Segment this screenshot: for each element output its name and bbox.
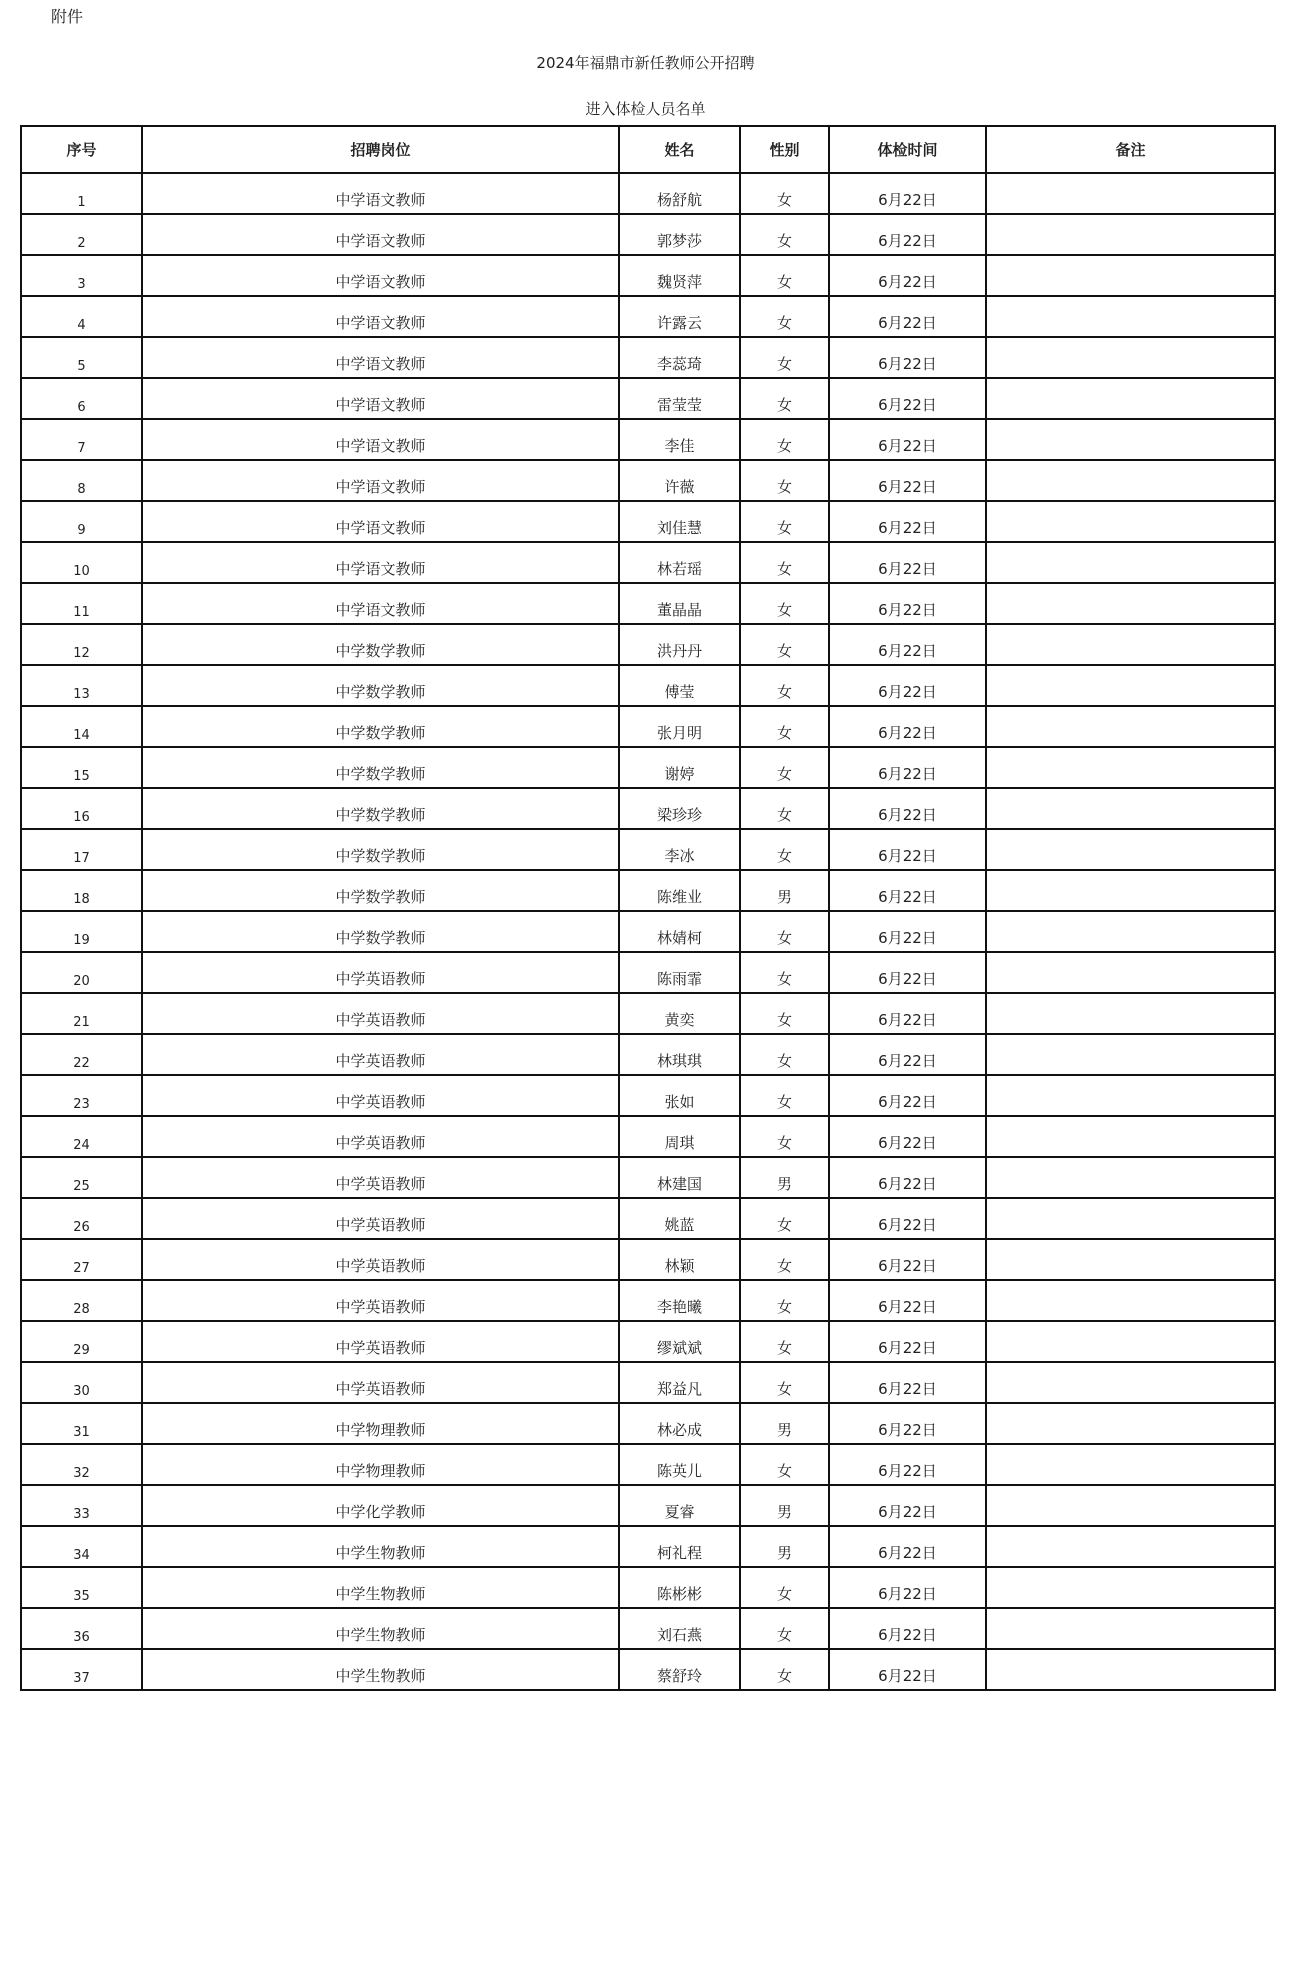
cell-exam-time: 6月22日: [829, 255, 986, 296]
header-remarks: 备注: [986, 126, 1275, 173]
cell-name: 周琪: [619, 1116, 740, 1157]
cell-position: 中学语文教师: [142, 214, 619, 255]
cell-remarks: [986, 501, 1275, 542]
cell-position: 中学数学教师: [142, 665, 619, 706]
table-row: [21, 993, 1275, 1034]
cell-position: 中学英语教师: [142, 952, 619, 993]
cell-position: 中学生物教师: [142, 1608, 619, 1649]
table-row: [21, 1403, 1275, 1444]
header-name: 姓名: [619, 126, 740, 173]
cell-remarks: [986, 1608, 1275, 1649]
cell-seq: 36: [21, 1608, 142, 1649]
cell-position: 中学化学教师: [142, 1485, 619, 1526]
cell-name: 李艳曦: [619, 1280, 740, 1321]
cell-position: 中学语文教师: [142, 583, 619, 624]
cell-gender: 女: [740, 583, 829, 624]
cell-gender: 女: [740, 1608, 829, 1649]
document-subtitle: 进入体检人员名单: [585, 100, 706, 118]
header-seq: 序号: [21, 126, 142, 173]
cell-gender: 女: [740, 255, 829, 296]
cell-remarks: [986, 419, 1275, 460]
cell-gender: 女: [740, 173, 829, 214]
cell-gender: 男: [740, 1157, 829, 1198]
cell-position: 中学语文教师: [142, 501, 619, 542]
table-row: [21, 911, 1275, 952]
cell-gender: 女: [740, 419, 829, 460]
cell-gender: 女: [740, 747, 829, 788]
attachment-label: 附件: [51, 7, 84, 26]
cell-exam-time: 6月22日: [829, 747, 986, 788]
cell-name: 郭梦莎: [619, 214, 740, 255]
table-row: [21, 378, 1275, 419]
cell-gender: 女: [740, 501, 829, 542]
cell-gender: 女: [740, 1034, 829, 1075]
cell-remarks: [986, 747, 1275, 788]
cell-remarks: [986, 1157, 1275, 1198]
cell-exam-time: 6月22日: [829, 1116, 986, 1157]
cell-position: 中学数学教师: [142, 911, 619, 952]
cell-seq: 9: [21, 501, 142, 542]
cell-name: 魏贤萍: [619, 255, 740, 296]
cell-seq: 21: [21, 993, 142, 1034]
cell-name: 许薇: [619, 460, 740, 501]
cell-seq: 6: [21, 378, 142, 419]
cell-gender: 女: [740, 1198, 829, 1239]
cell-gender: 女: [740, 952, 829, 993]
table-row: [21, 1157, 1275, 1198]
cell-remarks: [986, 583, 1275, 624]
cell-gender: 男: [740, 1485, 829, 1526]
cell-seq: 31: [21, 1403, 142, 1444]
cell-position: 中学语文教师: [142, 419, 619, 460]
cell-name: 缪斌斌: [619, 1321, 740, 1362]
cell-exam-time: 6月22日: [829, 993, 986, 1034]
cell-gender: 女: [740, 829, 829, 870]
cell-exam-time: 6月22日: [829, 706, 986, 747]
cell-name: 杨舒航: [619, 173, 740, 214]
cell-exam-time: 6月22日: [829, 1034, 986, 1075]
cell-gender: 女: [740, 1280, 829, 1321]
cell-gender: 女: [740, 1362, 829, 1403]
header-position: 招聘岗位: [142, 126, 619, 173]
cell-seq: 13: [21, 665, 142, 706]
cell-exam-time: 6月22日: [829, 501, 986, 542]
table-row: [21, 1526, 1275, 1567]
header-gender: 性别: [740, 126, 829, 173]
cell-seq: 2: [21, 214, 142, 255]
header-exam-time: 体检时间: [829, 126, 986, 173]
cell-name: 许露云: [619, 296, 740, 337]
table-row: [21, 952, 1275, 993]
cell-seq: 32: [21, 1444, 142, 1485]
cell-exam-time: 6月22日: [829, 829, 986, 870]
cell-exam-time: 6月22日: [829, 1444, 986, 1485]
cell-gender: 男: [740, 870, 829, 911]
cell-gender: 女: [740, 460, 829, 501]
cell-remarks: [986, 665, 1275, 706]
cell-exam-time: 6月22日: [829, 870, 986, 911]
cell-position: 中学英语教师: [142, 1157, 619, 1198]
cell-name: 陈英儿: [619, 1444, 740, 1485]
cell-exam-time: 6月22日: [829, 911, 986, 952]
cell-remarks: [986, 1075, 1275, 1116]
cell-remarks: [986, 542, 1275, 583]
table-row: [21, 870, 1275, 911]
cell-gender: 女: [740, 624, 829, 665]
cell-exam-time: 6月22日: [829, 1198, 986, 1239]
cell-remarks: [986, 255, 1275, 296]
cell-remarks: [986, 214, 1275, 255]
table-row: [21, 583, 1275, 624]
table-row: [21, 1649, 1275, 1690]
cell-remarks: [986, 829, 1275, 870]
cell-position: 中学英语教师: [142, 1198, 619, 1239]
cell-name: 李冰: [619, 829, 740, 870]
table-row: [21, 1075, 1275, 1116]
table-row: [21, 1362, 1275, 1403]
cell-remarks: [986, 1321, 1275, 1362]
cell-remarks: [986, 1649, 1275, 1690]
cell-seq: 30: [21, 1362, 142, 1403]
cell-position: 中学数学教师: [142, 706, 619, 747]
document-title: 2024年福鼎市新任教师公开招聘: [536, 54, 755, 72]
cell-position: 中学英语教师: [142, 1034, 619, 1075]
cell-exam-time: 6月22日: [829, 542, 986, 583]
table-row: [21, 460, 1275, 501]
cell-gender: 女: [740, 706, 829, 747]
cell-remarks: [986, 788, 1275, 829]
table-row: [21, 1485, 1275, 1526]
cell-position: 中学数学教师: [142, 747, 619, 788]
cell-remarks: [986, 952, 1275, 993]
cell-exam-time: 6月22日: [829, 1239, 986, 1280]
cell-remarks: [986, 1362, 1275, 1403]
cell-exam-time: 6月22日: [829, 419, 986, 460]
table-row: [21, 624, 1275, 665]
cell-remarks: [986, 1198, 1275, 1239]
table-row: [21, 542, 1275, 583]
cell-remarks: [986, 337, 1275, 378]
cell-exam-time: 6月22日: [829, 296, 986, 337]
cell-position: 中学物理教师: [142, 1444, 619, 1485]
cell-seq: 37: [21, 1649, 142, 1690]
cell-exam-time: 6月22日: [829, 1157, 986, 1198]
cell-name: 刘佳慧: [619, 501, 740, 542]
cell-name: 李佳: [619, 419, 740, 460]
cell-seq: 15: [21, 747, 142, 788]
cell-name: 林颖: [619, 1239, 740, 1280]
table-row: [21, 829, 1275, 870]
cell-name: 陈雨霏: [619, 952, 740, 993]
cell-name: 梁珍珍: [619, 788, 740, 829]
cell-gender: 女: [740, 1116, 829, 1157]
cell-name: 林必成: [619, 1403, 740, 1444]
cell-position: 中学数学教师: [142, 870, 619, 911]
table-row: [21, 173, 1275, 214]
cell-name: 雷莹莹: [619, 378, 740, 419]
cell-exam-time: 6月22日: [829, 1485, 986, 1526]
cell-exam-time: 6月22日: [829, 624, 986, 665]
cell-gender: 男: [740, 1526, 829, 1567]
table-row: [21, 1321, 1275, 1362]
cell-seq: 35: [21, 1567, 142, 1608]
cell-name: 柯礼程: [619, 1526, 740, 1567]
cell-remarks: [986, 1034, 1275, 1075]
cell-position: 中学语文教师: [142, 337, 619, 378]
cell-seq: 22: [21, 1034, 142, 1075]
cell-position: 中学生物教师: [142, 1649, 619, 1690]
table-row: [21, 665, 1275, 706]
cell-remarks: [986, 624, 1275, 665]
cell-remarks: [986, 1567, 1275, 1608]
cell-position: 中学物理教师: [142, 1403, 619, 1444]
cell-position: 中学语文教师: [142, 173, 619, 214]
cell-gender: 女: [740, 665, 829, 706]
cell-exam-time: 6月22日: [829, 1526, 986, 1567]
table-row: [21, 255, 1275, 296]
cell-gender: 女: [740, 1239, 829, 1280]
cell-position: 中学语文教师: [142, 378, 619, 419]
cell-exam-time: 6月22日: [829, 337, 986, 378]
table-row: [21, 337, 1275, 378]
cell-exam-time: 6月22日: [829, 665, 986, 706]
cell-exam-time: 6月22日: [829, 1567, 986, 1608]
cell-exam-time: 6月22日: [829, 1608, 986, 1649]
cell-name: 姚蓝: [619, 1198, 740, 1239]
cell-name: 李蕊琦: [619, 337, 740, 378]
cell-seq: 5: [21, 337, 142, 378]
cell-exam-time: 6月22日: [829, 214, 986, 255]
cell-remarks: [986, 173, 1275, 214]
cell-seq: 25: [21, 1157, 142, 1198]
cell-seq: 14: [21, 706, 142, 747]
cell-seq: 33: [21, 1485, 142, 1526]
cell-exam-time: 6月22日: [829, 1649, 986, 1690]
cell-position: 中学英语教师: [142, 1239, 619, 1280]
table-row: [21, 1198, 1275, 1239]
cell-gender: 女: [740, 1649, 829, 1690]
cell-gender: 女: [740, 214, 829, 255]
table-row: [21, 501, 1275, 542]
cell-exam-time: 6月22日: [829, 1075, 986, 1116]
cell-position: 中学英语教师: [142, 1280, 619, 1321]
cell-seq: 26: [21, 1198, 142, 1239]
cell-remarks: [986, 460, 1275, 501]
table-row: [21, 1608, 1275, 1649]
cell-seq: 18: [21, 870, 142, 911]
cell-name: 蔡舒玲: [619, 1649, 740, 1690]
cell-position: 中学生物教师: [142, 1526, 619, 1567]
table-row: [21, 706, 1275, 747]
cell-remarks: [986, 911, 1275, 952]
cell-name: 林婧柯: [619, 911, 740, 952]
cell-name: 傅莹: [619, 665, 740, 706]
cell-seq: 11: [21, 583, 142, 624]
cell-remarks: [986, 1116, 1275, 1157]
cell-gender: 女: [740, 1321, 829, 1362]
cell-remarks: [986, 993, 1275, 1034]
cell-gender: 女: [740, 1075, 829, 1116]
candidate-table: [20, 125, 1276, 1691]
cell-exam-time: 6月22日: [829, 378, 986, 419]
cell-gender: 女: [740, 337, 829, 378]
cell-name: 刘石燕: [619, 1608, 740, 1649]
cell-exam-time: 6月22日: [829, 460, 986, 501]
cell-name: 夏睿: [619, 1485, 740, 1526]
cell-remarks: [986, 1403, 1275, 1444]
cell-gender: 女: [740, 296, 829, 337]
cell-name: 洪丹丹: [619, 624, 740, 665]
table-row: [21, 1239, 1275, 1280]
cell-position: 中学数学教师: [142, 829, 619, 870]
table-header-row: [21, 126, 1275, 173]
table-row: [21, 1444, 1275, 1485]
cell-seq: 17: [21, 829, 142, 870]
cell-exam-time: 6月22日: [829, 1362, 986, 1403]
cell-gender: 女: [740, 1444, 829, 1485]
cell-name: 林若瑶: [619, 542, 740, 583]
cell-exam-time: 6月22日: [829, 952, 986, 993]
cell-name: 谢婷: [619, 747, 740, 788]
cell-name: 郑益凡: [619, 1362, 740, 1403]
cell-seq: 34: [21, 1526, 142, 1567]
cell-gender: 女: [740, 378, 829, 419]
cell-name: 董晶晶: [619, 583, 740, 624]
cell-position: 中学英语教师: [142, 1116, 619, 1157]
cell-gender: 女: [740, 788, 829, 829]
cell-name: 林琪琪: [619, 1034, 740, 1075]
cell-seq: 1: [21, 173, 142, 214]
cell-name: 张如: [619, 1075, 740, 1116]
cell-exam-time: 6月22日: [829, 1321, 986, 1362]
cell-seq: 20: [21, 952, 142, 993]
table-row: [21, 1034, 1275, 1075]
cell-gender: 女: [740, 1567, 829, 1608]
cell-seq: 29: [21, 1321, 142, 1362]
cell-exam-time: 6月22日: [829, 583, 986, 624]
cell-gender: 女: [740, 542, 829, 583]
cell-position: 中学语文教师: [142, 460, 619, 501]
cell-remarks: [986, 870, 1275, 911]
cell-gender: 男: [740, 1403, 829, 1444]
cell-position: 中学英语教师: [142, 1362, 619, 1403]
cell-position: 中学数学教师: [142, 624, 619, 665]
cell-position: 中学英语教师: [142, 1321, 619, 1362]
cell-gender: 女: [740, 993, 829, 1034]
cell-name: 陈彬彬: [619, 1567, 740, 1608]
cell-position: 中学语文教师: [142, 255, 619, 296]
table-row: [21, 296, 1275, 337]
cell-seq: 19: [21, 911, 142, 952]
cell-seq: 8: [21, 460, 142, 501]
cell-seq: 4: [21, 296, 142, 337]
cell-exam-time: 6月22日: [829, 1280, 986, 1321]
table-row: [21, 1567, 1275, 1608]
cell-position: 中学英语教师: [142, 993, 619, 1034]
cell-name: 黄奕: [619, 993, 740, 1034]
cell-position: 中学英语教师: [142, 1075, 619, 1116]
cell-seq: 10: [21, 542, 142, 583]
cell-seq: 12: [21, 624, 142, 665]
cell-seq: 28: [21, 1280, 142, 1321]
cell-seq: 27: [21, 1239, 142, 1280]
cell-seq: 16: [21, 788, 142, 829]
cell-seq: 7: [21, 419, 142, 460]
cell-position: 中学语文教师: [142, 296, 619, 337]
cell-remarks: [986, 1485, 1275, 1526]
cell-position: 中学语文教师: [142, 542, 619, 583]
cell-exam-time: 6月22日: [829, 788, 986, 829]
cell-exam-time: 6月22日: [829, 173, 986, 214]
cell-gender: 女: [740, 911, 829, 952]
cell-remarks: [986, 1239, 1275, 1280]
table-row: [21, 214, 1275, 255]
cell-exam-time: 6月22日: [829, 1403, 986, 1444]
cell-name: 林建国: [619, 1157, 740, 1198]
table-row: [21, 747, 1275, 788]
cell-position: 中学生物教师: [142, 1567, 619, 1608]
table-row: [21, 788, 1275, 829]
cell-name: 张月明: [619, 706, 740, 747]
cell-remarks: [986, 706, 1275, 747]
table-row: [21, 1280, 1275, 1321]
cell-remarks: [986, 1526, 1275, 1567]
cell-name: 陈维业: [619, 870, 740, 911]
table-row: [21, 419, 1275, 460]
cell-seq: 24: [21, 1116, 142, 1157]
cell-position: 中学数学教师: [142, 788, 619, 829]
cell-remarks: [986, 296, 1275, 337]
cell-remarks: [986, 378, 1275, 419]
cell-seq: 3: [21, 255, 142, 296]
table-body: [21, 173, 1275, 1690]
cell-seq: 23: [21, 1075, 142, 1116]
cell-remarks: [986, 1280, 1275, 1321]
table-row: [21, 1116, 1275, 1157]
cell-remarks: [986, 1444, 1275, 1485]
